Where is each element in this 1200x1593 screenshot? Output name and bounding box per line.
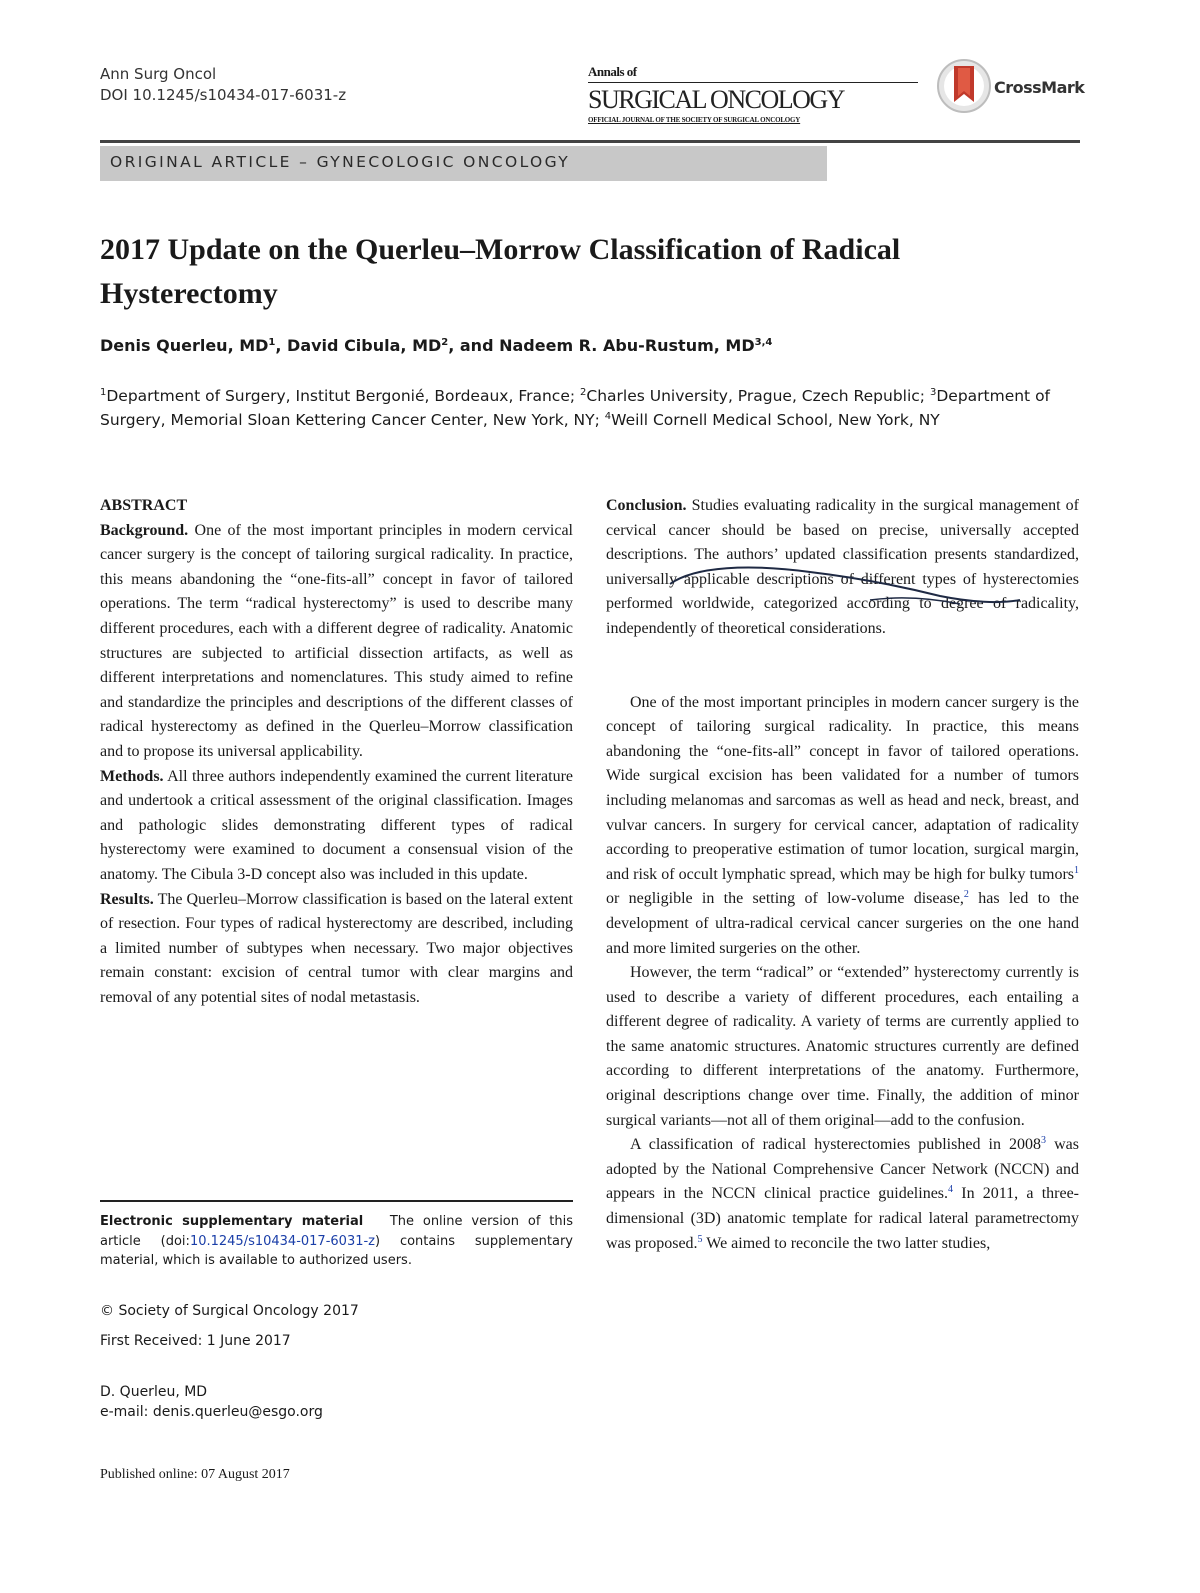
logo-annals: Annals of xyxy=(588,64,637,79)
results-label: Results. xyxy=(100,890,154,908)
author-list: Denis Querleu, $MD^1$, David Cibula, $MD^2$, and Nadeem R. Abu-Rustum, MD$^{3,4}$ xyxy=(100,336,773,355)
esm-text: The online version of this article (doi: xyxy=(100,1214,573,1249)
body-text: We aimed to reconcile the two latter studies, xyxy=(702,1234,991,1252)
logo-main: SURGICAL ONCOLOGY xyxy=(588,85,844,114)
copyright: © Society of Surgical Oncology 2017 xyxy=(100,1303,359,1319)
author-name: David Cibula, MD xyxy=(287,336,442,355)
background-label: Background. xyxy=(100,521,189,539)
header-rule xyxy=(100,140,1080,143)
affiliation-text: Department of Surgery, Institut Bergonié, Bordeaux, France; xyxy=(106,387,581,405)
body-paragraph xyxy=(606,691,1079,962)
abstract-results xyxy=(100,888,573,1011)
reference-link[interactable]: 2 xyxy=(963,889,969,901)
doi: DOI 10.1245/s10434-017-6031-z xyxy=(100,86,347,104)
abstract-column xyxy=(100,494,573,1010)
doi-link[interactable]: 10.1245/s10434-017-6031-z xyxy=(189,1233,375,1249)
results-text: The Querleu–Morrow classification is based on the lateral extent of resection. Four types of radical hysterectomy are described, including a limited number of subtypes when necessary. Two major objectives remain constant: excision of central tumor with clear margins and removal of any potential sites of nodal metastasis. xyxy=(100,890,574,1006)
corresponding-author: D. Querleu, MD xyxy=(100,1384,208,1400)
esm-text: ) contains supplementary material, which is available to authorized users. xyxy=(100,1233,573,1268)
journal-reference xyxy=(100,64,346,106)
affiliation-sup: 1 xyxy=(100,387,107,398)
corresponding-email[interactable]: e-mail: denis.querleu@esgo.org xyxy=(100,1404,323,1420)
journal-logo xyxy=(588,64,918,124)
spacer xyxy=(606,642,1079,691)
reference-link[interactable]: 5 xyxy=(697,1233,703,1245)
body-text: One of the most important principles in modern cancer surgery is the concept of tailoring surgical radicality. In practice, this means abandoning the “one-fits-all” concept in favor of tailored operations. Wide surgical excision has been validated for a number of tumors including melanomas and sarcomas as well as head and neck, breast, and vulvar cancers. In surgery for cervical cancer, adaptation of radicality according to preoperative estimation of tumor location, surgical margin, and risk of occult lymphatic spread, which may be high for bulky tumors xyxy=(606,693,1079,883)
reference-link[interactable]: 3 xyxy=(1041,1135,1047,1147)
body-paragraph: However, the term “radical” or “extended” hysterectomy currently is used to describe a variety of different procedures, each entailing a different degree of radicality. A variety of terms are currently applied to the same anatomic structures. Anatomic structures currently are defined according to different interpretations of the anatomy. Furthermore, original descriptions change over time. Finally, the addition of minor surgical variants—not all of them original—add to the confusion. xyxy=(606,964,1079,1129)
abstract-background xyxy=(100,519,573,765)
supplementary-note xyxy=(100,1212,573,1271)
affiliations xyxy=(100,384,1085,432)
body-text: or negligible in the setting of low-volume disease, xyxy=(606,890,964,908)
author-sup: 3,4 xyxy=(754,337,773,348)
crossmark-label: CrossMark xyxy=(994,78,1085,97)
methods-text: All three authors independently examined the current literature and undertook a critical assessment of the original classification. Images and pathologic slides demonstrating different types of radical hysterectomy were examined to document a consensual vision of the anatomy. The Cibula 3-D concept also was included in this update. xyxy=(100,767,574,883)
conclusion-label: Conclusion. xyxy=(606,497,687,514)
author-name: Nadeem R. Abu-Rustum, MD xyxy=(499,336,755,355)
affiliation-sup: 4 xyxy=(604,411,612,422)
reference-link[interactable]: 4 xyxy=(948,1184,954,1196)
affiliation-text: Department of Surgery, Memorial Sloan Kettering Cancer Center, New York, NY; xyxy=(100,387,1051,429)
body-text: has led to the development of ultra-radical cervical cancer surgeries on the one hand and more limited surgeries on the other. xyxy=(606,890,1079,957)
crossmark-icon xyxy=(936,56,992,116)
body-text: In 2011, a three-dimensional (3D) anatomic template for radical lateral parametrectomy was proposed. xyxy=(606,1185,1080,1252)
background-text: One of the most important principles in modern cervical cancer surgery is the concept of tailoring surgical radicality. In practice, this means abandoning the “one-fits-all” concept in favor of tailored operations. The term “radical hysterectomy” is used to describe many different procedures, each with a different degree of radicality. Anatomic structures are subjected to artificial dissection artifacts, as well as different interpretations and nomenclatures. This study aimed to refine and standardize the principles and descriptions of the different classes of radical hysterectomy as defined in the Querleu–Morrow classification and to propose its universal applicability. xyxy=(100,521,573,760)
affiliation-sup: 3 xyxy=(929,387,937,398)
received-date: First Received: 1 June 2017 xyxy=(100,1333,291,1349)
author-name: Denis Querleu, MD xyxy=(100,336,269,355)
published-date: Published online: 07 August 2017 xyxy=(100,1467,290,1482)
article-title: 2017 Update on the Querleu–Morrow Classification of Radical Hysterectomy xyxy=(100,233,901,310)
affiliation-text: Charles University, Prague, Czech Republic; xyxy=(586,387,930,405)
crossmark-badge[interactable] xyxy=(936,56,1096,116)
body-text: A classification of radical hysterectomies published in 2008 xyxy=(630,1136,1042,1154)
esm-label: Electronic supplementary material xyxy=(100,1214,364,1229)
methods-label: Methods. xyxy=(100,767,164,785)
abstract-methods xyxy=(100,765,573,888)
footnote-rule xyxy=(100,1200,573,1202)
logo-rule xyxy=(588,82,918,83)
abstract-heading: ABSTRACT xyxy=(100,497,188,514)
affiliation-text: Weill Cornell Medical School, New York, NY xyxy=(611,411,940,429)
body-column xyxy=(606,494,1079,1256)
conclusion-text: Studies evaluating radicality in the surgical management of cervical cancer should be based on precise, universally accepted descriptions. The authors’ updated classification presents standardized, universally applicable descriptions of different types of hysterectomies performed worldwide, categorized according to degree of radicality, independently of theoretical considerations. xyxy=(606,497,1080,637)
author-sup: 2 xyxy=(441,337,449,348)
section-label: ORIGINAL ARTICLE – GYNECOLOGIC ONCOLOGY xyxy=(110,153,571,171)
author-sup: 1 xyxy=(268,337,276,348)
reference-link[interactable]: 1 xyxy=(1074,864,1079,876)
body-paragraph xyxy=(606,1133,1079,1256)
body-text: was adopted by the National Comprehensive Cancer Network (NCCN) and appears in the NCCN clinical practice guidelines. xyxy=(606,1136,1079,1203)
journal-abbrev: Ann Surg Oncol xyxy=(100,65,217,83)
logo-subtitle: OFFICIAL JOURNAL OF THE SOCIETY OF SURGICAL ONCOLOGY xyxy=(588,116,801,124)
abstract-conclusion xyxy=(606,494,1079,642)
affiliation-sup: 2 xyxy=(580,387,587,398)
